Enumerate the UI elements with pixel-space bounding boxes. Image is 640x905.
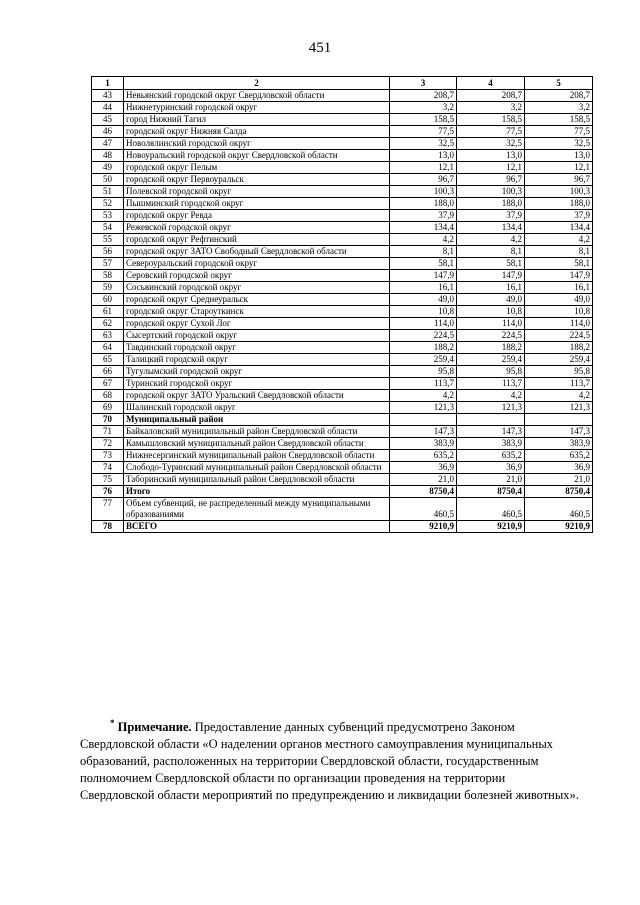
value-col5: 9210,9 <box>525 521 593 533</box>
table-row <box>92 162 593 174</box>
row-number: 52 <box>92 198 124 210</box>
row-name: Нижнетуринский городской округ <box>124 102 390 114</box>
row-name: городской округ Староуткинск <box>124 306 390 318</box>
value-col4: 100,3 <box>457 186 525 198</box>
row-name: Новоуральский городской округ Свердловской области <box>124 150 390 162</box>
row-number: 50 <box>92 174 124 186</box>
value-col3: 58,1 <box>390 258 457 270</box>
table-row <box>92 270 593 282</box>
row-name: Тугулымский городской округ <box>124 366 390 378</box>
row-number: 48 <box>92 150 124 162</box>
table-header-row <box>92 77 593 90</box>
table-row <box>92 126 593 138</box>
value-col3: 188,2 <box>390 342 457 354</box>
value-col5: 8,1 <box>525 246 593 258</box>
value-col4: 13,0 <box>457 150 525 162</box>
value-col3: 460,5 <box>390 498 457 521</box>
table-row <box>92 186 593 198</box>
value-col4: 383,9 <box>457 438 525 450</box>
table-row <box>92 462 593 474</box>
row-number: 74 <box>92 462 124 474</box>
value-col4: 188,2 <box>457 342 525 354</box>
row-number: 46 <box>92 126 124 138</box>
table-row <box>92 102 593 114</box>
table-row <box>92 354 593 366</box>
row-name: Тавдинский городской округ <box>124 342 390 354</box>
table-row <box>92 318 593 330</box>
value-col4: 158,5 <box>457 114 525 126</box>
row-name: Туринский городской округ <box>124 378 390 390</box>
value-col5: 100,3 <box>525 186 593 198</box>
value-col3: 259,4 <box>390 354 457 366</box>
row-number: 58 <box>92 270 124 282</box>
row-number: 63 <box>92 330 124 342</box>
table-row <box>92 90 593 102</box>
row-number: 53 <box>92 210 124 222</box>
value-col5: 460,5 <box>525 498 593 521</box>
value-col5: 32,5 <box>525 138 593 150</box>
value-col3: 147,9 <box>390 270 457 282</box>
row-name: городской округ Первоуральск <box>124 174 390 186</box>
value-col5: 134,4 <box>525 222 593 234</box>
row-number: 57 <box>92 258 124 270</box>
value-col5: 37,9 <box>525 210 593 222</box>
row-number: 61 <box>92 306 124 318</box>
value-col3: 8,1 <box>390 246 457 258</box>
column-header: 5 <box>525 77 593 90</box>
value-col5 <box>525 414 593 426</box>
value-col3: 100,3 <box>390 186 457 198</box>
footnote <box>80 715 580 804</box>
table-row <box>92 114 593 126</box>
row-name: Талицкий городской округ <box>124 354 390 366</box>
table-row <box>92 330 593 342</box>
row-number: 73 <box>92 450 124 462</box>
table-row <box>92 474 593 486</box>
value-col3: 114,0 <box>390 318 457 330</box>
value-col3: 113,7 <box>390 378 457 390</box>
row-name: Серовский городской округ <box>124 270 390 282</box>
value-col5: 58,1 <box>525 258 593 270</box>
value-col4: 8,1 <box>457 246 525 258</box>
value-col4 <box>457 414 525 426</box>
value-col3: 77,5 <box>390 126 457 138</box>
value-col4: 635,2 <box>457 450 525 462</box>
value-col3: 37,9 <box>390 210 457 222</box>
value-col4: 3,2 <box>457 102 525 114</box>
table-row <box>92 438 593 450</box>
table-row <box>92 378 593 390</box>
table-row <box>92 234 593 246</box>
row-number: 70 <box>92 414 124 426</box>
row-name: городской округ ЗАТО Уральский Свердловской области <box>124 390 390 402</box>
row-name: городской округ Сухой Лог <box>124 318 390 330</box>
value-col4: 208,7 <box>457 90 525 102</box>
value-col3: 96,7 <box>390 174 457 186</box>
value-col3: 147,3 <box>390 426 457 438</box>
table-row <box>92 390 593 402</box>
row-name: Объем субвенций, не распределенный между муниципальными образованиями <box>124 498 390 521</box>
value-col3: 36,9 <box>390 462 457 474</box>
value-col4: 96,7 <box>457 174 525 186</box>
value-col4: 21,0 <box>457 474 525 486</box>
row-number: 71 <box>92 426 124 438</box>
value-col5: 635,2 <box>525 450 593 462</box>
row-number: 62 <box>92 318 124 330</box>
row-name: Пышминский городской округ <box>124 198 390 210</box>
row-name: Североуральский городской округ <box>124 258 390 270</box>
value-col3: 208,7 <box>390 90 457 102</box>
value-col3: 4,2 <box>390 234 457 246</box>
row-name: городской округ Рефтинский <box>124 234 390 246</box>
row-name: Невьянский городской округ Свердловской области <box>124 90 390 102</box>
value-col5: 12,1 <box>525 162 593 174</box>
value-col4: 12,1 <box>457 162 525 174</box>
table-row <box>92 521 593 533</box>
table-body <box>92 90 593 533</box>
value-col4: 16,1 <box>457 282 525 294</box>
value-col5: 10,8 <box>525 306 593 318</box>
table-row <box>92 366 593 378</box>
row-name: Новолялинский городской округ <box>124 138 390 150</box>
value-col5: 36,9 <box>525 462 593 474</box>
row-name: Байкаловский муниципальный район Свердловской области <box>124 426 390 438</box>
row-name: Слободо-Туринский муниципальный район Свердловской области <box>124 462 390 474</box>
table-row <box>92 342 593 354</box>
value-col5: 49,0 <box>525 294 593 306</box>
row-number: 68 <box>92 390 124 402</box>
row-number: 56 <box>92 246 124 258</box>
value-col5: 259,4 <box>525 354 593 366</box>
table-row <box>92 174 593 186</box>
value-col4: 58,1 <box>457 258 525 270</box>
value-col5: 188,0 <box>525 198 593 210</box>
value-col5: 224,5 <box>525 330 593 342</box>
row-name: город Нижний Тагил <box>124 114 390 126</box>
value-col3: 224,5 <box>390 330 457 342</box>
value-col4: 4,2 <box>457 234 525 246</box>
column-header: 1 <box>92 77 124 90</box>
value-col3: 10,8 <box>390 306 457 318</box>
value-col5: 147,9 <box>525 270 593 282</box>
row-number: 43 <box>92 90 124 102</box>
table-row <box>92 138 593 150</box>
value-col5: 208,7 <box>525 90 593 102</box>
subventions-table <box>91 76 593 533</box>
value-col3: 635,2 <box>390 450 457 462</box>
value-col5: 77,5 <box>525 126 593 138</box>
value-col3: 12,1 <box>390 162 457 174</box>
row-number: 55 <box>92 234 124 246</box>
value-col5: 188,2 <box>525 342 593 354</box>
row-number: 78 <box>92 521 124 533</box>
value-col5: 158,5 <box>525 114 593 126</box>
value-col4: 77,5 <box>457 126 525 138</box>
row-number: 49 <box>92 162 124 174</box>
row-number: 76 <box>92 486 124 498</box>
value-col4: 114,0 <box>457 318 525 330</box>
table-row <box>92 402 593 414</box>
value-col5: 8750,4 <box>525 486 593 498</box>
value-col3: 3,2 <box>390 102 457 114</box>
value-col5: 13,0 <box>525 150 593 162</box>
value-col4: 121,3 <box>457 402 525 414</box>
value-col5: 96,7 <box>525 174 593 186</box>
value-col4: 32,5 <box>457 138 525 150</box>
value-col3 <box>390 414 457 426</box>
table-row <box>92 426 593 438</box>
value-col4: 36,9 <box>457 462 525 474</box>
row-number: 45 <box>92 114 124 126</box>
row-name: Сосьвинский городской округ <box>124 282 390 294</box>
value-col3: 32,5 <box>390 138 457 150</box>
page-number: 451 <box>308 40 332 56</box>
row-number: 67 <box>92 378 124 390</box>
value-col3: 21,0 <box>390 474 457 486</box>
value-col3: 95,8 <box>390 366 457 378</box>
footnote-title: Примечание. <box>117 720 192 735</box>
value-col4: 49,0 <box>457 294 525 306</box>
table-row <box>92 486 593 498</box>
row-name: Нижнесергинский муниципальный район Свердловской области <box>124 450 390 462</box>
value-col4: 259,4 <box>457 354 525 366</box>
value-col4: 134,4 <box>457 222 525 234</box>
value-col4: 113,7 <box>457 378 525 390</box>
value-col5: 3,2 <box>525 102 593 114</box>
column-header: 4 <box>457 77 525 90</box>
value-col3: 13,0 <box>390 150 457 162</box>
table-row <box>92 306 593 318</box>
value-col3: 188,0 <box>390 198 457 210</box>
column-header: 2 <box>124 77 390 90</box>
table-row <box>92 150 593 162</box>
column-header: 3 <box>390 77 457 90</box>
value-col4: 10,8 <box>457 306 525 318</box>
value-col3: 8750,4 <box>390 486 457 498</box>
value-col3: 4,2 <box>390 390 457 402</box>
value-col4: 147,3 <box>457 426 525 438</box>
value-col3: 9210,9 <box>390 521 457 533</box>
row-name: Шалинский городской округ <box>124 402 390 414</box>
table-row <box>92 282 593 294</box>
row-name: городской округ Среднеуральск <box>124 294 390 306</box>
value-col5: 147,3 <box>525 426 593 438</box>
row-number: 47 <box>92 138 124 150</box>
row-number: 66 <box>92 366 124 378</box>
row-name: Сысертский городской округ <box>124 330 390 342</box>
value-col4: 224,5 <box>457 330 525 342</box>
value-col4: 9210,9 <box>457 521 525 533</box>
row-name: Камышловский муниципальный район Свердловской области <box>124 438 390 450</box>
value-col3: 158,5 <box>390 114 457 126</box>
row-number: 75 <box>92 474 124 486</box>
table-row <box>92 258 593 270</box>
row-number: 60 <box>92 294 124 306</box>
row-name: городской округ ЗАТО Свободный Свердловской области <box>124 246 390 258</box>
value-col4: 95,8 <box>457 366 525 378</box>
table-row <box>92 450 593 462</box>
row-number: 69 <box>92 402 124 414</box>
value-col4: 147,9 <box>457 270 525 282</box>
value-col5: 114,0 <box>525 318 593 330</box>
value-col5: 4,2 <box>525 234 593 246</box>
row-number: 59 <box>92 282 124 294</box>
value-col3: 134,4 <box>390 222 457 234</box>
row-number: 54 <box>92 222 124 234</box>
row-number: 65 <box>92 354 124 366</box>
value-col3: 49,0 <box>390 294 457 306</box>
row-number: 44 <box>92 102 124 114</box>
row-name: Полевской городской округ <box>124 186 390 198</box>
row-name: ВСЕГО <box>124 521 390 533</box>
value-col4: 460,5 <box>457 498 525 521</box>
table-row <box>92 414 593 426</box>
value-col5: 113,7 <box>525 378 593 390</box>
table-row <box>92 210 593 222</box>
table-row <box>92 498 593 521</box>
value-col4: 188,0 <box>457 198 525 210</box>
row-name: Режевской городской округ <box>124 222 390 234</box>
row-number: 72 <box>92 438 124 450</box>
value-col4: 8750,4 <box>457 486 525 498</box>
row-name: городской округ Ревда <box>124 210 390 222</box>
row-number: 77 <box>92 498 124 521</box>
footnote-text: Предоставление данных субвенций предусмотрено Законом Свердловской области «О наделении органов местного самоуправления муниципальных образований, расположенных на территории Свердловской области, государственным полномочием Свердловской области по организации проведения на территории Свердловской области мероприятий по предупреждению и ликвидации болезней животных». <box>80 720 579 803</box>
value-col4: 4,2 <box>457 390 525 402</box>
value-col3: 383,9 <box>390 438 457 450</box>
value-col5: 383,9 <box>525 438 593 450</box>
table-row <box>92 294 593 306</box>
value-col5: 21,0 <box>525 474 593 486</box>
value-col5: 4,2 <box>525 390 593 402</box>
table-row <box>92 222 593 234</box>
row-name: Итого <box>124 486 390 498</box>
row-name: Муниципальный район <box>124 414 390 426</box>
value-col4: 37,9 <box>457 210 525 222</box>
row-name: городской округ Нижняя Салда <box>124 126 390 138</box>
row-number: 51 <box>92 186 124 198</box>
value-col5: 121,3 <box>525 402 593 414</box>
row-number: 64 <box>92 342 124 354</box>
value-col3: 121,3 <box>390 402 457 414</box>
footnote-marker: * <box>110 718 115 728</box>
value-col3: 16,1 <box>390 282 457 294</box>
row-name: городской округ Пелым <box>124 162 390 174</box>
value-col5: 16,1 <box>525 282 593 294</box>
table-row <box>92 198 593 210</box>
table-row <box>92 246 593 258</box>
value-col5: 95,8 <box>525 366 593 378</box>
row-name: Таборинский муниципальный район Свердловской области <box>124 474 390 486</box>
